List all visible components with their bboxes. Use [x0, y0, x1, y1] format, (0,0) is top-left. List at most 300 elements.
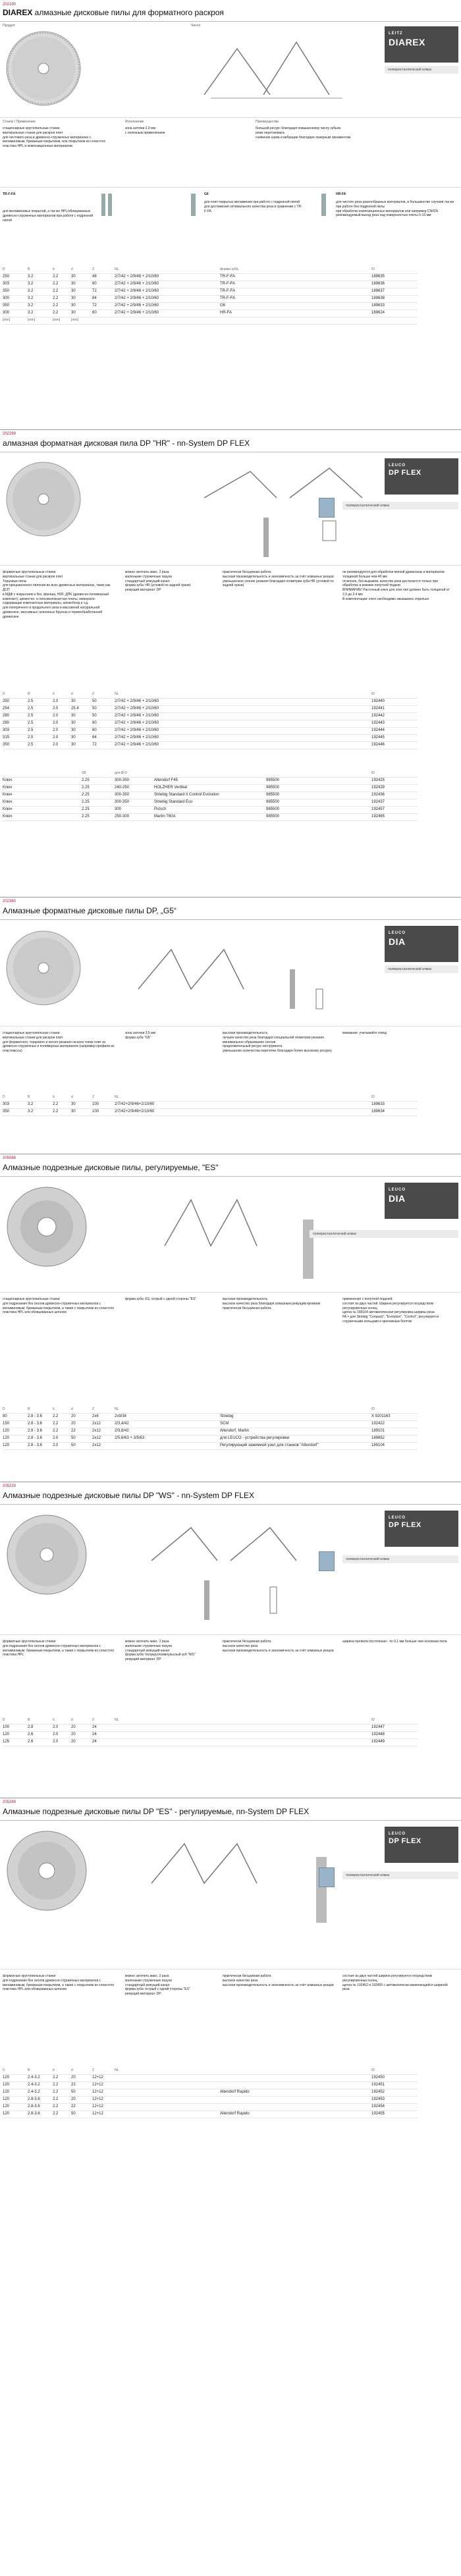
execution-text: можно заточить макс. 2 раза маленькие стружечные пазухи стандартный режущий канал форма зуба: острый с одной стороны "ES" режущий материал: DP — [125, 1974, 190, 1996]
table-cell: 2.0 — [53, 699, 59, 703]
table-cell: 192429 — [371, 786, 385, 790]
table-row — [3, 1739, 418, 1746]
table-cell: 2.5 — [28, 707, 34, 711]
table-cell: 192450 — [371, 2076, 385, 2080]
tooth-trf-label: TR-F-FA — [3, 192, 16, 196]
tooth-g6-label: G6 — [204, 192, 209, 196]
table-cell: 100 — [3, 1725, 10, 1729]
tooth-diagram — [145, 1515, 342, 1626]
table-cell: 2.0 — [53, 714, 59, 718]
table-cell: 80 — [3, 1414, 7, 1418]
table-cell: 2.2 — [53, 289, 59, 293]
section-title: Алмазные подрезные дисковые пилы DP "WS" - nn-System DP FLEX — [3, 1491, 255, 1500]
table-cell: B — [28, 1718, 30, 1722]
material-bar: поликристаллический алмаз — [342, 1871, 458, 1879]
table-cell: b — [53, 1407, 55, 1411]
table-row — [3, 303, 418, 309]
table-row — [3, 699, 418, 705]
table-cell: 2.8 — [28, 1725, 34, 1729]
table-cell: 30 — [71, 304, 76, 308]
table-cell: 22 — [71, 1429, 76, 1433]
table-cell: 2x12 — [92, 1429, 101, 1433]
table-cell: Регулирующий зажимной узел для станков "Altendorf" — [220, 1443, 319, 1447]
table-cell: 30 — [71, 282, 76, 286]
table-row — [3, 310, 418, 317]
table-cell: 2.5 — [28, 699, 34, 703]
table-row — [3, 1421, 418, 1428]
table-row — [3, 720, 418, 727]
table-cell: [mm] — [53, 318, 61, 322]
brand-logo: LEUCO DP FLEX — [385, 458, 458, 495]
table-cell: 2.25 — [82, 807, 90, 811]
section-g5 — [0, 897, 461, 1147]
table-cell: 192425 — [371, 778, 385, 782]
table-cell: SB — [82, 771, 86, 775]
execution-text: зона заточки 3,5 мм форма зуба "G5" — [125, 1031, 156, 1040]
table-cell: NL — [115, 692, 119, 696]
table-cell: 2.8-3.6 — [28, 2097, 40, 2101]
table-cell: 2.2 — [53, 296, 59, 300]
table-cell: 2.2 — [53, 1414, 59, 1418]
table-cell: 2.2 — [53, 2105, 59, 2108]
table-cell: [mm] — [71, 318, 79, 322]
label-product: Продукт — [3, 24, 15, 28]
saw-blade-image — [4, 1184, 90, 1270]
table-cell: 2/7/42 + 2/9/46 + 2/10/60 — [115, 282, 159, 286]
table-cell: 48 — [92, 275, 97, 279]
table-cell: для Ø D — [115, 771, 127, 775]
table-row — [3, 2097, 418, 2103]
spec-table — [3, 267, 418, 325]
table-cell: 12+12 — [92, 2097, 103, 2101]
table-cell: 50 — [71, 2090, 76, 2094]
table-cell: 125 — [3, 1740, 10, 1744]
table-cell: 300-350 — [115, 800, 130, 804]
table-row — [3, 807, 418, 813]
table-cell: 985500 — [266, 815, 280, 818]
table-cell: d — [71, 1407, 73, 1411]
advantages-text: практически бесшумная работа высокое качество реза высокая производительность и экономичность за счёт алмазных резцов — [223, 1974, 334, 1987]
material-bar: поликристаллический алмаз — [342, 1555, 458, 1563]
table-cell: 100 — [92, 1102, 99, 1106]
table-cell: 120 — [3, 2112, 10, 2116]
table-cell: 192447 — [371, 1725, 385, 1729]
table-cell: 254 — [3, 707, 10, 711]
table-cell: 2/7/42 + 2/9/46 + 2/10/60 — [115, 296, 159, 300]
table-cell: 985500 — [266, 786, 280, 790]
table-cell: 25.4 — [71, 707, 79, 711]
table-cell: b — [53, 692, 55, 696]
advantages-text: практически бесшумная работа высокое качество реза высокая производительность и экономичность за счёт алмазных резцов — [223, 1640, 334, 1653]
table-cell: 2.2 — [53, 275, 59, 279]
table-cell: 2.0 — [53, 1740, 59, 1744]
table-cell: 260 — [3, 714, 10, 718]
material-bar: поликристаллический алмаз — [310, 1230, 458, 1238]
table-row — [3, 713, 418, 720]
section-title: DIAREX алмазные дисковые пилы для форматного раскроя — [3, 8, 224, 17]
table-cell: 189101 — [371, 1429, 385, 1433]
table-cell: ID — [371, 1407, 375, 1411]
table-cell: Z — [92, 1407, 95, 1411]
table-cell: Altendorf, Martin — [220, 1429, 250, 1433]
table-row — [3, 785, 418, 792]
table-cell: 189634 — [371, 1110, 385, 1114]
table-cell: 120 — [3, 2083, 10, 2087]
table-cell: 192451 — [371, 2083, 385, 2087]
machines-text: стационарные круглопильные станки вертикальные станки для раскроя плит для чистового реза в древесно-стружечных материалах с меламиновым, бумажным покрытием, или покрытием из слоистого пластика HPL и композиционных материалов — [3, 126, 106, 148]
table-cell: 2.0 — [53, 721, 59, 725]
table-row — [3, 1436, 418, 1442]
table-cell: 120 — [3, 2090, 10, 2094]
table-cell: 12+12 — [92, 2112, 103, 2116]
table-header — [3, 1717, 418, 1724]
machines-text: форматные круглопильные станки вертикальные станки для раскроя плит Торцовые пилы для прецизионного пиления во всех древесных материалах, таких как ДСП в МДФ с покрытием и без, фанера, HDF, ДПК (древесно-полимерный композит), цементно- и гипсоволокнистые плиты, минерало-содержащие композитные материалы, алюкобонд и т.д. для поперечного и продольного реза в массивной натуральной древесине, массивных склеенных брусках и термообработанной древесине — [3, 570, 111, 619]
execution-text: можно заточить макс. 2 раза маленькие стружечные пазухи стандартный режущий канал форма зуба: полукруглоимпульсный зуб "WS" режущий материал: DP — [125, 1640, 196, 1661]
table-cell: 189638 — [371, 296, 385, 300]
table-cell: NL — [115, 1718, 119, 1722]
table-cell: 2/7/42 + 2/9/46 + 2/10/60 — [115, 275, 159, 279]
table-cell: 2/7/42 + 2/9/46 + 2/10/60 — [115, 699, 159, 703]
table-cell: d — [71, 267, 73, 271]
table-cell: Altendorf Rapido — [220, 2090, 250, 2094]
advantages-text: высокая производительность высокое качество реза благодаря алмазным режущим кромкам практически бесшумная работа — [223, 1297, 321, 1310]
table-cell: 2.2 — [53, 282, 59, 286]
table-cell: для LEUCO - устройства регулировки — [220, 1436, 289, 1440]
table-cell: 189652 — [371, 1436, 385, 1440]
table-cell: 2.6 — [28, 1740, 34, 1744]
table-cell: 2x12 — [92, 1443, 101, 1447]
table-header — [3, 1094, 418, 1101]
table-cell: Martin T60A — [154, 815, 176, 818]
label-machines: Станок / Применение — [3, 120, 36, 124]
table-cell: 12+12 — [92, 2083, 103, 2087]
label-teeth: Число — [191, 24, 201, 28]
table-cell: 192444 — [371, 728, 385, 732]
table-cell: D — [3, 267, 5, 271]
table-cell: 2.0 — [53, 707, 59, 711]
table-cell: 84 — [92, 296, 97, 300]
table-cell: 2.2 — [53, 304, 59, 308]
table-cell: 2/3,4/42 — [115, 1422, 129, 1426]
brand-logo: LEUCO DP FLEX — [385, 1827, 458, 1863]
brand-logo: LEUCO DIA — [385, 926, 458, 962]
dp-flex-badge — [319, 1551, 335, 1571]
table-cell: 72 — [92, 304, 97, 308]
table-cell: 2/3,8/42 — [115, 1429, 129, 1433]
table-row — [3, 288, 418, 295]
table-cell: 60 — [92, 721, 97, 725]
table-cell: 3.2 — [28, 304, 34, 308]
table-cell: B — [28, 1095, 30, 1099]
table-cell: 2.0 — [53, 743, 59, 747]
table-cell: Putsch — [154, 807, 167, 811]
table-cell: 12+12 — [92, 2105, 103, 2108]
table-cell: 350 — [3, 743, 10, 747]
tooth-diagram — [198, 458, 375, 564]
table-cell: Striebig — [220, 1414, 234, 1418]
table-cell: 2/7/42 + 2/9/46 + 2/10/60 — [115, 728, 159, 732]
table-cell: 350 — [3, 1110, 10, 1114]
table-cell: 250 — [3, 699, 10, 703]
table-cell: G6 — [220, 304, 226, 308]
table-cell: 303 — [3, 1102, 10, 1106]
table-cell: 2x12 — [92, 1422, 101, 1426]
table-row — [3, 1109, 418, 1115]
table-cell: 50 — [92, 707, 97, 711]
table-header — [3, 691, 418, 698]
table-cell: 2.8 - 3.6 — [28, 1422, 43, 1426]
table-cell: B — [28, 692, 30, 696]
table-cell: 120 — [3, 1443, 10, 1447]
table-cell: B — [28, 2068, 30, 2072]
table-cell: 985500 — [266, 807, 280, 811]
table-cell: 300-350 — [115, 778, 130, 782]
table-cell: [mm] — [28, 318, 36, 322]
table-cell: 30 — [71, 275, 76, 279]
table-cell: 2/5,6/63 + 3/5/63 — [115, 1436, 145, 1440]
table-cell: 2.2 — [53, 311, 59, 315]
table-row — [3, 1443, 418, 1449]
table-cell: 2/7/42 + 2/9/46 + 2/10/60 — [115, 311, 159, 315]
table-cell: 2.2 — [53, 2090, 59, 2094]
table-cell: TR-F-FA — [220, 289, 235, 293]
table-cell: d — [71, 692, 73, 696]
divider — [0, 21, 461, 22]
table-cell: ID — [371, 2068, 375, 2072]
saw-blade-image — [4, 1828, 90, 1914]
table-cell: 30 — [71, 1102, 76, 1106]
material-bar: поликристаллический алмаз — [385, 965, 458, 973]
table-cell: HR-FA — [220, 311, 232, 315]
table-cell: 189637 — [371, 289, 385, 293]
table-cell: 985500 — [266, 793, 280, 797]
table-cell: HOLZHER Vertikal — [154, 786, 188, 790]
table-cell: 120 — [3, 2105, 10, 2108]
label-execution: Исполнение — [125, 120, 144, 124]
table-cell: 280 — [3, 721, 10, 725]
table-cell: 2.2 — [53, 2076, 59, 2080]
table-cell: 2.25 — [82, 793, 90, 797]
saw-blade-image — [4, 460, 83, 539]
table-row — [3, 296, 418, 302]
table-cell: 2.25 — [82, 800, 90, 804]
table-cell: b — [53, 267, 55, 271]
table-header — [3, 770, 418, 777]
table-cell: D — [3, 2068, 5, 2072]
table-cell: NL — [115, 267, 119, 271]
table-cell: 50 — [71, 2112, 76, 2116]
table-cell: 30 — [71, 289, 76, 293]
advantages-text: высокая производительность лучшее качество реза благодаря специальной геометрии резания минимальное образование сколов продолжительный ресурс инструмента уменьшение количества переточек благодаря более высокому ресурсу — [223, 1031, 332, 1053]
table-cell: 30 — [71, 296, 76, 300]
tooth-profile-icon — [315, 191, 335, 224]
table-cell: Z — [92, 1095, 95, 1099]
table-cell: 120 — [3, 1429, 10, 1433]
table-cell: Striebig Standard II Control Evolution — [154, 793, 219, 797]
table-cell: 3.2 — [28, 282, 34, 286]
table-cell: 192443 — [371, 721, 385, 725]
table-cell: 2/7/42+2/9/46+2/10/60 — [115, 1110, 155, 1114]
table-cell: 20 — [71, 2076, 76, 2080]
table-cell: 192449 — [371, 1740, 385, 1744]
table-cell: 3.2 — [28, 275, 34, 279]
table-cell: 192440 — [371, 699, 385, 703]
table-header — [3, 1407, 418, 1413]
table-cell: 2.0 — [53, 736, 59, 739]
table-cell: d — [71, 2068, 73, 2072]
section-title: алмазная форматная дисковая пила DP "HR" - nn-System DP FLEX — [3, 439, 250, 448]
table-cell: 2.2 — [53, 1102, 59, 1106]
table-cell: 50 — [71, 1436, 76, 1440]
table-cell: 300-350 — [115, 793, 130, 797]
table-cell: 2.8-3.6 — [28, 2105, 40, 2108]
section-code: 202380 — [3, 899, 16, 903]
table-cell: 2.2 — [53, 1422, 59, 1426]
spec-table — [3, 1717, 418, 1746]
table-cell: 192453 — [371, 2097, 385, 2101]
table-row — [3, 1725, 418, 1731]
table-cell: 189633 — [371, 304, 385, 308]
table-cell: 2.2 — [53, 1429, 59, 1433]
table-cell: 30 — [71, 699, 76, 703]
table-cell: 2x9/34 — [115, 1414, 127, 1418]
table-row — [3, 728, 418, 734]
section-code: 205289 — [3, 1800, 16, 1804]
saw-blade-image — [4, 928, 83, 1007]
table-cell: 120 — [3, 2097, 10, 2101]
table-row — [3, 778, 418, 784]
advantages-text: большой ресурс благодаря повышенному числу зубьев реже перетачивать снижение шума и вибрации благодаря лазерным орнаментам — [256, 126, 351, 140]
keys-table — [3, 770, 418, 821]
table-cell: 2.5 — [28, 714, 34, 718]
table-row — [3, 742, 418, 749]
section-title: Алмазные форматные дисковые пилы DP, „G5“ — [3, 906, 176, 915]
table-cell: 20 — [71, 1740, 76, 1744]
table-row — [3, 735, 418, 741]
table-cell: NL — [115, 1095, 119, 1099]
section-es-dp-flex — [0, 1798, 461, 2193]
table-cell: 30 — [71, 728, 76, 732]
table-cell: Z — [92, 2068, 95, 2072]
table-cell: 60 — [92, 728, 97, 732]
table-cell: b — [53, 1095, 55, 1099]
notes-text: состоит из двух частей ширина регулируется посредством регулировочных колец щетка № 192452 и 192455 с автоматически изменяющейся шириной реза — [342, 1974, 448, 1992]
saw-blade-image — [4, 29, 83, 108]
table-row — [3, 792, 418, 799]
table-cell: 2.0 — [53, 1725, 59, 1729]
table-cell: 189624 — [371, 311, 385, 315]
section-diarex — [0, 0, 461, 428]
table-cell: 120 — [3, 1436, 10, 1440]
table-cell: форма зуба — [220, 267, 238, 271]
table-cell: D — [3, 1407, 5, 1411]
table-cell: 2.4-3.2 — [28, 2076, 40, 2080]
table-cell: d — [71, 1095, 73, 1099]
table-row — [3, 281, 418, 288]
table-header — [3, 2068, 418, 2074]
table-row — [3, 2082, 418, 2089]
table-cell: 12+12 — [92, 2076, 103, 2080]
section-hr-dp-flex — [0, 429, 461, 890]
table-cell: 64 — [92, 736, 97, 739]
table-cell: 12+12 — [92, 2090, 103, 2094]
table-row — [3, 2111, 418, 2118]
table-row — [3, 2075, 418, 2081]
table-cell: 192455 — [371, 2112, 385, 2116]
table-row — [3, 1414, 418, 1420]
tooth-hr-desc: для чистого реза разнообразных материалов, в большинстве случаев так же при работе без подрезной пилы при обработке композиционных материалов или например CN/GN рекомендуемый выход реза над поверхностью плиты 5-10 мм — [336, 200, 454, 218]
table-cell: 72 — [92, 743, 97, 747]
tooth-diagram — [132, 930, 349, 1022]
table-row — [3, 1732, 418, 1738]
notes-text: внимание: учитывайте отвод — [342, 1031, 387, 1035]
table-cell: 2.0 — [53, 728, 59, 732]
table-cell: 30 — [71, 743, 76, 747]
table-cell: 150 — [3, 1422, 10, 1426]
table-cell: 192442 — [371, 714, 385, 718]
material-bar: поликристаллический алмаз — [342, 502, 458, 510]
table-cell: 30 — [71, 311, 76, 315]
table-cell: 24 — [92, 1725, 97, 1729]
table-cell: Ключ — [3, 778, 13, 782]
execution-text: зона заточки 2,0 мм с полезным применением — [125, 126, 165, 135]
table-cell: D — [3, 1095, 5, 1099]
table-cell: Z — [92, 267, 95, 271]
table-cell: B — [28, 267, 30, 271]
table-cell: 300 — [3, 296, 10, 300]
table-cell: b — [53, 1718, 55, 1722]
section-title: Алмазные подрезные дисковые пилы, регулируемые, "ES" — [3, 1163, 219, 1172]
table-row — [3, 706, 418, 712]
table-cell: 189635 — [371, 275, 385, 279]
execution-text: можно заточить макс. 2 раза маленькие стружечные пазухи стандартный режущий канал форма зуба: HR (угловой по задней грани) режущий материал: DP — [125, 570, 191, 592]
table-cell: 250-300 — [115, 815, 130, 818]
table-cell: ID — [371, 267, 375, 271]
table-cell: ID — [371, 771, 375, 775]
table-cell: ID — [371, 692, 375, 696]
table-cell: Ключ — [3, 815, 13, 818]
dp-flex-badge — [319, 1867, 335, 1887]
section-ws-dp-flex — [0, 1482, 461, 1791]
table-cell: D — [3, 1718, 5, 1722]
table-cell: Ключ — [3, 807, 13, 811]
table-cell: 3.2 — [28, 1110, 34, 1114]
table-cell: 2/7/42 + 2/9/46 + 2/10/60 — [115, 304, 159, 308]
tooth-profile-icon — [184, 191, 204, 224]
table-cell: d — [71, 1718, 73, 1722]
table-cell: 192454 — [371, 2105, 385, 2108]
table-cell: 2x6 — [92, 1414, 99, 1418]
table-cell: 30 — [71, 714, 76, 718]
table-cell: ID — [371, 1718, 375, 1722]
table-cell: 2.0 — [53, 1436, 59, 1440]
table-cell: 192445 — [371, 736, 385, 739]
table-cell: Altendorf Rapido — [220, 2112, 250, 2116]
table-cell: 192446 — [371, 743, 385, 747]
table-cell: Striebig Standard Eco — [154, 800, 193, 804]
table-cell: 250 — [3, 275, 10, 279]
section-code: 202289 — [3, 432, 16, 436]
table-cell: 2.25 — [82, 778, 90, 782]
table-cell: 2.0 — [53, 1732, 59, 1736]
table-cell: 192422 — [371, 1422, 385, 1426]
table-cell: Ключ — [3, 800, 13, 804]
table-cell: 2/7/42 + 2/9/46 + 2/10/60 — [115, 743, 159, 747]
table-cell: Z — [92, 692, 95, 696]
section-code: 205229 — [3, 1484, 16, 1488]
table-cell: 2.5 — [28, 743, 34, 747]
table-cell: Altendorf F45 — [154, 778, 178, 782]
